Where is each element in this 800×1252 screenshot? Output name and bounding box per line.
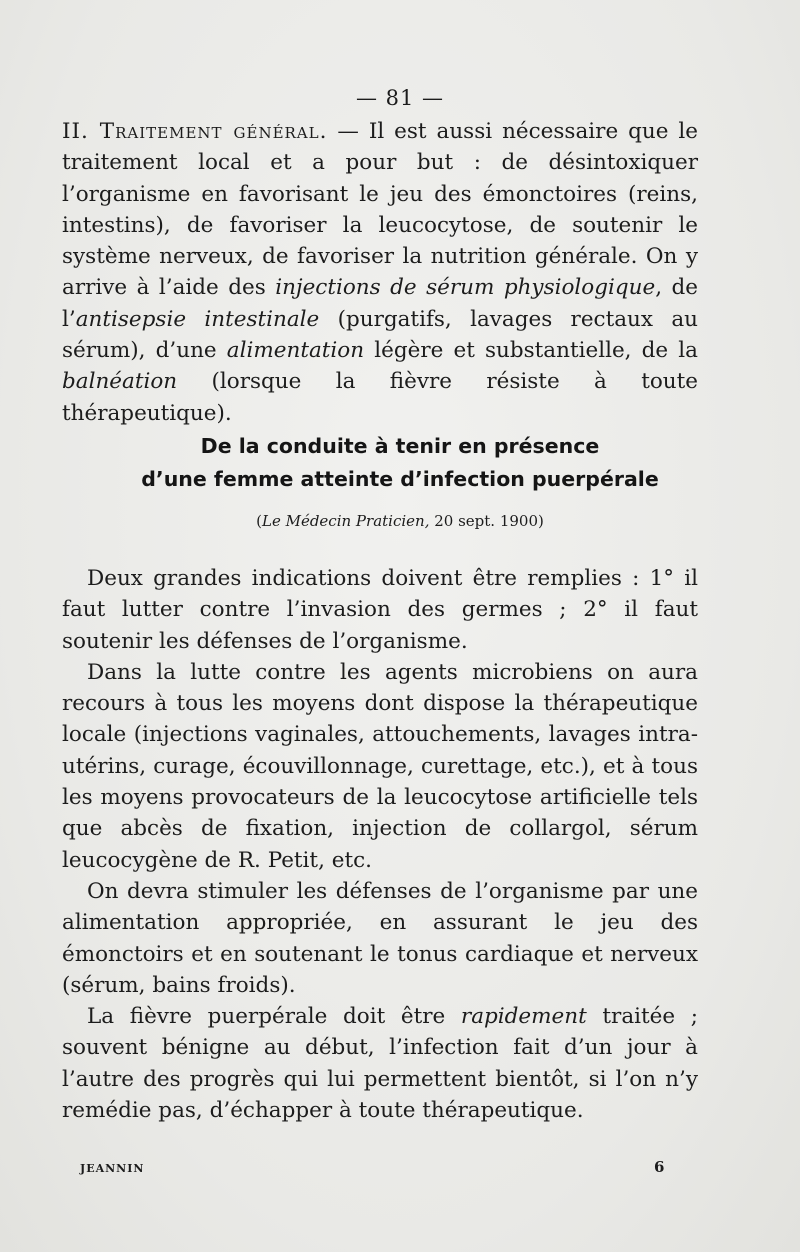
general-treatment-paragraph — [62, 116, 698, 429]
page-number: — 81 — — [355, 86, 445, 110]
article-paragraph-4 — [62, 1001, 698, 1126]
paragraph-text: — Il est aussi nécessaire que le traitement local et a pour but : de désintoxiquer l’organisme en favorisant le jeu des émonctoires (reins, intestins), de favoriser la leucocytose, de soutenir le système nerveux, de favoriser la nutrition générale. On y arrive à l’aide des — [62, 119, 698, 301]
emphasis-text: balnéation — [62, 369, 178, 395]
sheet-number: 6 — [654, 1158, 665, 1176]
heading-line-1: De la conduite à tenir en présence — [200, 434, 600, 458]
source-open: ( — [256, 512, 262, 530]
article-body — [62, 563, 698, 1126]
article-source — [0, 512, 800, 530]
heading-line-2: d’une femme atteinte d’infection puerpérale — [141, 467, 659, 491]
paragraph-text: traitée ; souvent bénigne au début, l’infection fait d’un jour à l’autre des progrès qui lui permettent bientôt, si l’on n’y remédie pas, d’échapper à toute thérapeutique. — [62, 1004, 698, 1124]
article-paragraph-3: On devra stimuler les défenses de l’organisme par une alimentation appropriée, en assurant le jeu des émonctoirs et en soutenant le tonus cardiaque et nerveux (sérum, bains froids). — [62, 878, 698, 998]
paragraph-text: , de l’ — [62, 275, 698, 332]
emphasis-text: injections de sérum physiologique — [275, 275, 656, 301]
source-journal: Le Médecin Praticien, — [261, 512, 430, 530]
paragraph-text: (purgatifs, lavages rectaux au sérum), d’une — [62, 306, 698, 364]
section-general-treatment — [62, 116, 698, 429]
article-paragraph-2: Dans la lutte contre les agents microbiens on aura recours à tous les moyens dont dispose la thérapeutique locale (injections vaginales, attouchements, lavages intra-utérins, curage, écouvillonnage, curettage, etc.), et à tous les moyens provocateurs de la leucocytose artificielle tels que abcès de fixation, injection de collargol, sérum leucocygène de R. Petit, etc. — [62, 659, 698, 873]
paragraph-text: La fièvre puerpérale doit être — [87, 1004, 461, 1030]
emphasis-text: antisepsie intestinale — [75, 306, 320, 332]
article-heading — [0, 430, 800, 496]
emphasis-text: rapidement — [460, 1004, 587, 1030]
paragraph-text: légère et substantielle, de la — [364, 338, 698, 364]
article-paragraph-1: Deux grandes indications doivent être remplies : 1° il faut lutter contre l’invasion des germes ; 2° il faut soutenir les défenses de l’organisme. — [62, 566, 698, 654]
section-lead: II. Traitement général. — [62, 119, 328, 144]
source-date: 20 sept. 1900) — [429, 512, 544, 530]
paragraph-text: (lorsque la fièvre résiste à toute thérapeutique). — [62, 369, 698, 426]
printer-signature: JEANNIN — [80, 1162, 145, 1175]
emphasis-text: alimentation — [226, 338, 365, 364]
